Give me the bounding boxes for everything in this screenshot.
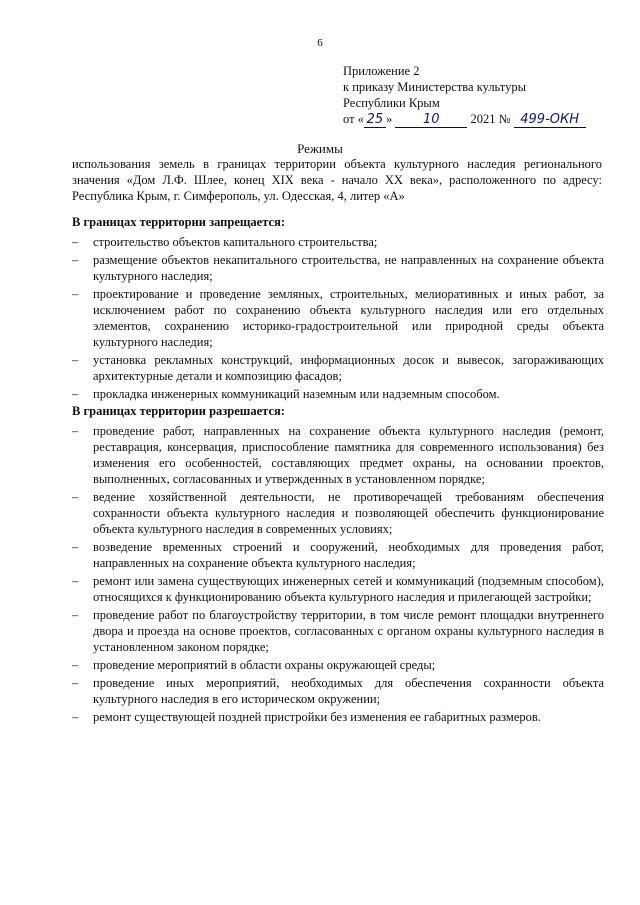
list-item	[72, 709, 604, 725]
dash-marker: –	[72, 387, 79, 401]
document-title: Режимы	[297, 141, 343, 156]
permitted-section	[72, 403, 604, 727]
dash-marker: –	[72, 424, 79, 438]
list-item	[72, 675, 604, 707]
dash-marker: –	[72, 710, 79, 724]
dash-marker: –	[72, 490, 79, 504]
dash-marker: –	[72, 676, 79, 690]
list-item	[72, 539, 604, 571]
year-and-number-label: 2021 №	[470, 112, 511, 126]
list-item-text: проведение работ по благоустройству территории, в том числе ремонт площадки внутреннего двора и проезда на основе проектов, согласованных с органом охраны культурного наследия в установленном законом порядке;	[93, 608, 604, 654]
list-item	[72, 657, 604, 673]
list-item-text: размещение объектов некапитального строительства, не направленных на сохранение объекта культурного наследия;	[93, 253, 604, 283]
month-handwritten: 10	[395, 113, 467, 128]
prohibited-list	[72, 234, 604, 402]
list-item-text: установка рекламных конструкций, информационных досок и вывесок, загораживающих архитектурные детали и композицию фасадов;	[93, 353, 604, 383]
list-item-text: проведение работ, направленных на сохранение объекта культурного наследия (ремонт, реставрация, консервация, приспособление памятника для современного использования) без изменения его особенностей, составляющих предмет охраны, на основании проектов, выполненных, согласованных и утвержденных в установленном порядке;	[93, 424, 604, 486]
list-item-text: прокладка инженерных коммуникаций наземным или надземным способом.	[93, 387, 500, 401]
dash-marker: –	[72, 353, 79, 367]
list-item	[72, 423, 604, 487]
prohibited-heading: В границах территории запрещается:	[72, 215, 286, 229]
dash-marker: –	[72, 658, 79, 672]
list-item	[72, 234, 604, 250]
order-number-handwritten: 499-ОКН	[514, 113, 586, 128]
list-item	[72, 352, 604, 384]
list-item-text: проектирование и проведение земляных, строительных, мелиоративных и иных работ, за исключением работ по сохранению объекта культурного наследия или его отдельных элементов, сохранению историко-градостроительной или природной среды объекта культурного наследия;	[93, 287, 604, 349]
list-item	[72, 286, 604, 350]
dash-marker: –	[72, 253, 79, 267]
permitted-heading: В границах территории разрешается:	[72, 404, 285, 418]
appendix-date-line	[343, 111, 586, 128]
dash-marker: –	[72, 235, 79, 249]
dash-marker: –	[72, 540, 79, 554]
page-number: 6	[317, 37, 323, 49]
list-item-text: проведение мероприятий в области охраны окружающей среды;	[93, 658, 436, 672]
permitted-list	[72, 423, 604, 725]
list-item	[72, 607, 604, 655]
appendix-order-ref: к приказу Министерства культуры	[343, 80, 526, 94]
dash-marker: –	[72, 608, 79, 622]
document-subtitle: использования земель в границах территории объекта культурного наследия регионального значения «Дом Л.Ф. Шлее, конец XIX века - начало XX века», расположенного по адресу: Республика Крым, г. Симферополь, ул. Одесская, 4, литер «А»	[72, 157, 602, 203]
day-handwritten: 25	[364, 113, 386, 128]
appendix-header	[343, 63, 586, 128]
list-item-text: строительство объектов капитального строительства;	[93, 235, 378, 249]
list-item-text: ремонт существующей поздней пристройки без изменения ее габаритных размеров.	[93, 710, 541, 724]
dash-marker: –	[72, 574, 79, 588]
dash-marker: –	[72, 287, 79, 301]
prohibited-section	[72, 214, 604, 404]
appendix-republic: Республики Крым	[343, 96, 440, 110]
list-item-text: проведение иных мероприятий, необходимых для обеспечения сохранности объекта культурного наследия в его историческом окружении;	[93, 676, 604, 706]
list-item-text: возведение временных строений и сооружений, необходимых для проведения работ, направленных на сохранение объекта культурного наследия;	[93, 540, 604, 570]
date-close-quote: »	[385, 112, 393, 126]
appendix-title: Приложение 2	[343, 64, 420, 78]
list-item	[72, 489, 604, 537]
list-item	[72, 386, 604, 402]
date-prefix: от «	[343, 112, 364, 126]
list-item-text: ведение хозяйственной деятельности, не противоречащей требованиям обеспечения сохранности объекта культурного наследия и позволяющей обеспечить функционирование объекта культурного наследия в современных условиях;	[93, 490, 604, 536]
list-item	[72, 252, 604, 284]
list-item	[72, 573, 604, 605]
list-item-text: ремонт или замена существующих инженерных сетей и коммуникаций (подземным способом), относящихся к функционированию объекта культурного наследия и прилегающей застройки;	[93, 574, 604, 604]
